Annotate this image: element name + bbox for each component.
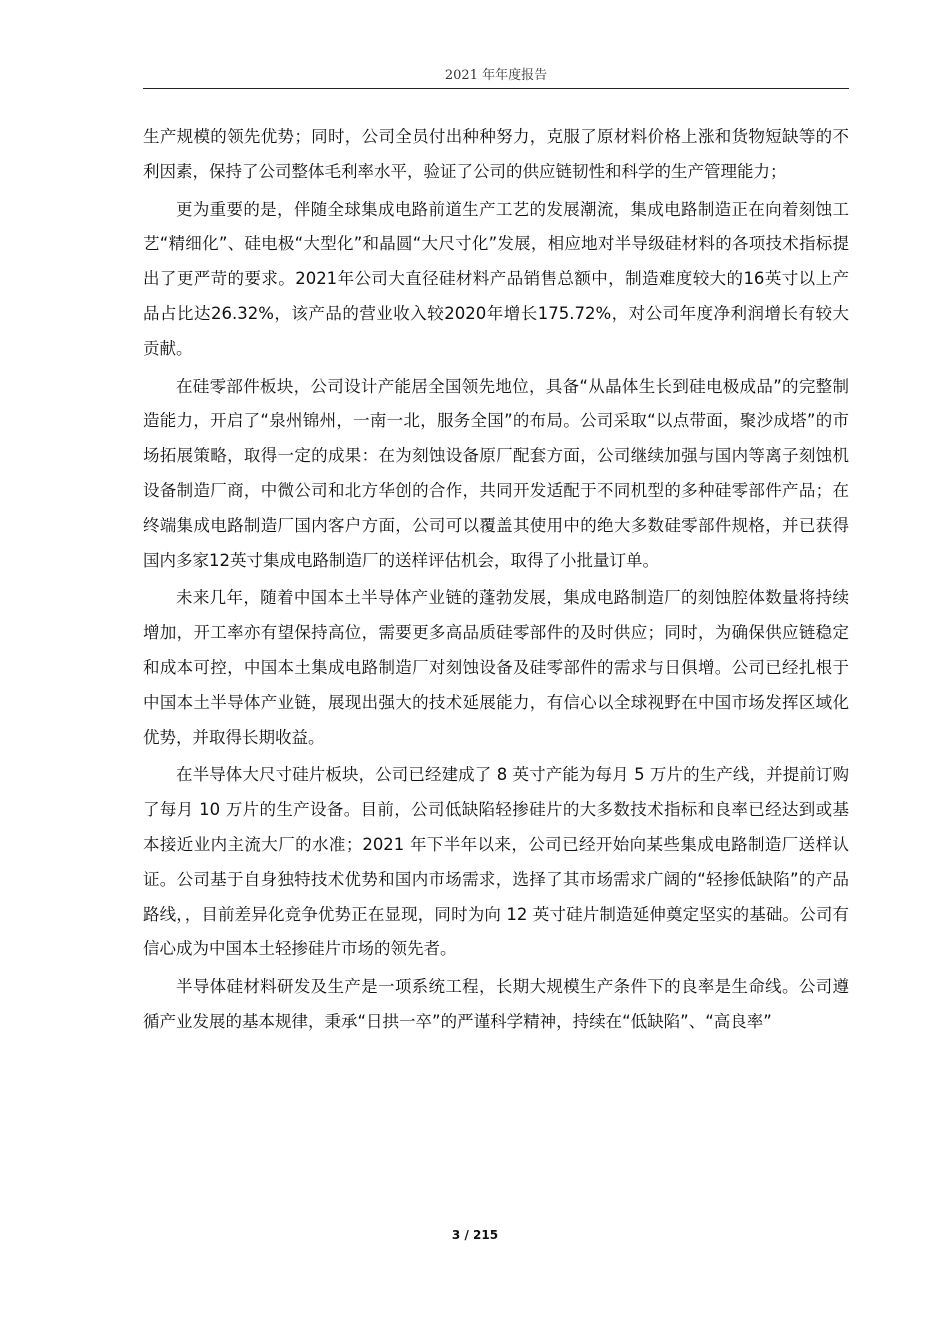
paragraph: 半导体硅材料研发及生产是一项系统工程，长期大规模生产条件下的良率是生命线。公司遵循产业发展的基本规律，秉承“日拱一卒”的严谨科学精神，持续在“低缺陷”、“高良率” [143, 977, 849, 1031]
paragraph: 更为重要的是，伴随全球集成电路前道生产工艺的发展潮流，集成电路制造正在向着刻蚀工艺“精细化”、硅电极“大型化”和晶圆“大尺寸化”发展，相应地对半导级硅材料的各项技术指标提出了更严苛的要求。2021年公司大直径硅材料产品销售总额中，制造难度较大的16英寸以上产品占比达26.32%，该产品的营业收入较2020年增长175.72%，对公司年度净利润增长有较大贡献。 [143, 199, 849, 358]
page-number: 3 / 215 [451, 1228, 499, 1242]
paragraph-continued: 生产规模的领先优势；同时，公司全员付出种种努力，克服了原材料价格上涨和货物短缺等的不利因素，保持了公司整体毛利率水平，验证了公司的供应链韧性和科学的生产管理能力； [143, 127, 849, 181]
page-header: 2021 年年度报告 [444, 68, 548, 83]
paragraph: 在半导体大尺寸硅片板块，公司已经建成了 8 英寸产能为每月 5 万片的生产线，并提前订购了每月 10 万片的生产设备。目前，公司低缺陷轻掺硅片的大多数技术指标和良率已经达到或基本接近业内主流大厂的水准；2021 年下半年以来，公司已经开始向某些集成电路制造厂送样认证。公司基于自身独特技术优势和国内市场需求，选择了其市场需求广阔的“轻掺低缺陷”的产品路线，，目前差异化竞争优势正在显现，同时为向 12 英寸硅片制造延伸奠定坚实的基础。公司有信心成为中国本土轻掺硅片市场的领先者。 [143, 765, 849, 959]
paragraph: 在硅零部件板块，公司设计产能居全国领先地位，具备“从晶体生长到硅电极成品”的完整制造能力，开启了“泉州锦州，一南一北，服务全国”的布局。公司采取“以点带面，聚沙成塔”的市场拓展策略，取得一定的成果：在为刻蚀设备原厂配套方面，公司继续加强与国内等离子刻蚀机设备制造厂商，中微公司和北方华创的合作，共同开发适配于不同机型的多种硅零部件产品；在终端集成电路制造厂国内客户方面，公司可以覆盖其使用中的绝大多数硅零部件规格，并已获得国内多家12英寸集成电路制造厂的送样评估机会，取得了小批量订单。 [143, 376, 849, 570]
paragraph: 未来几年，随着中国本土半导体产业链的蓬勃发展，集成电路制造厂的刻蚀腔体数量将持续增加，开工率亦有望保持高位，需要更多高品质硅零部件的及时供应；同时，为确保供应链稳定和成本可控，中国本土集成电路制造厂对刻蚀设备及硅零部件的需求与日俱增。公司已经扎根于中国本土半导体产业链，展现出强大的技术延展能力，有信心以全球视野在中国市场发挥区域化优势，并取得长期收益。 [143, 588, 849, 747]
header-divider [143, 88, 849, 89]
document-body [143, 120, 849, 1043]
